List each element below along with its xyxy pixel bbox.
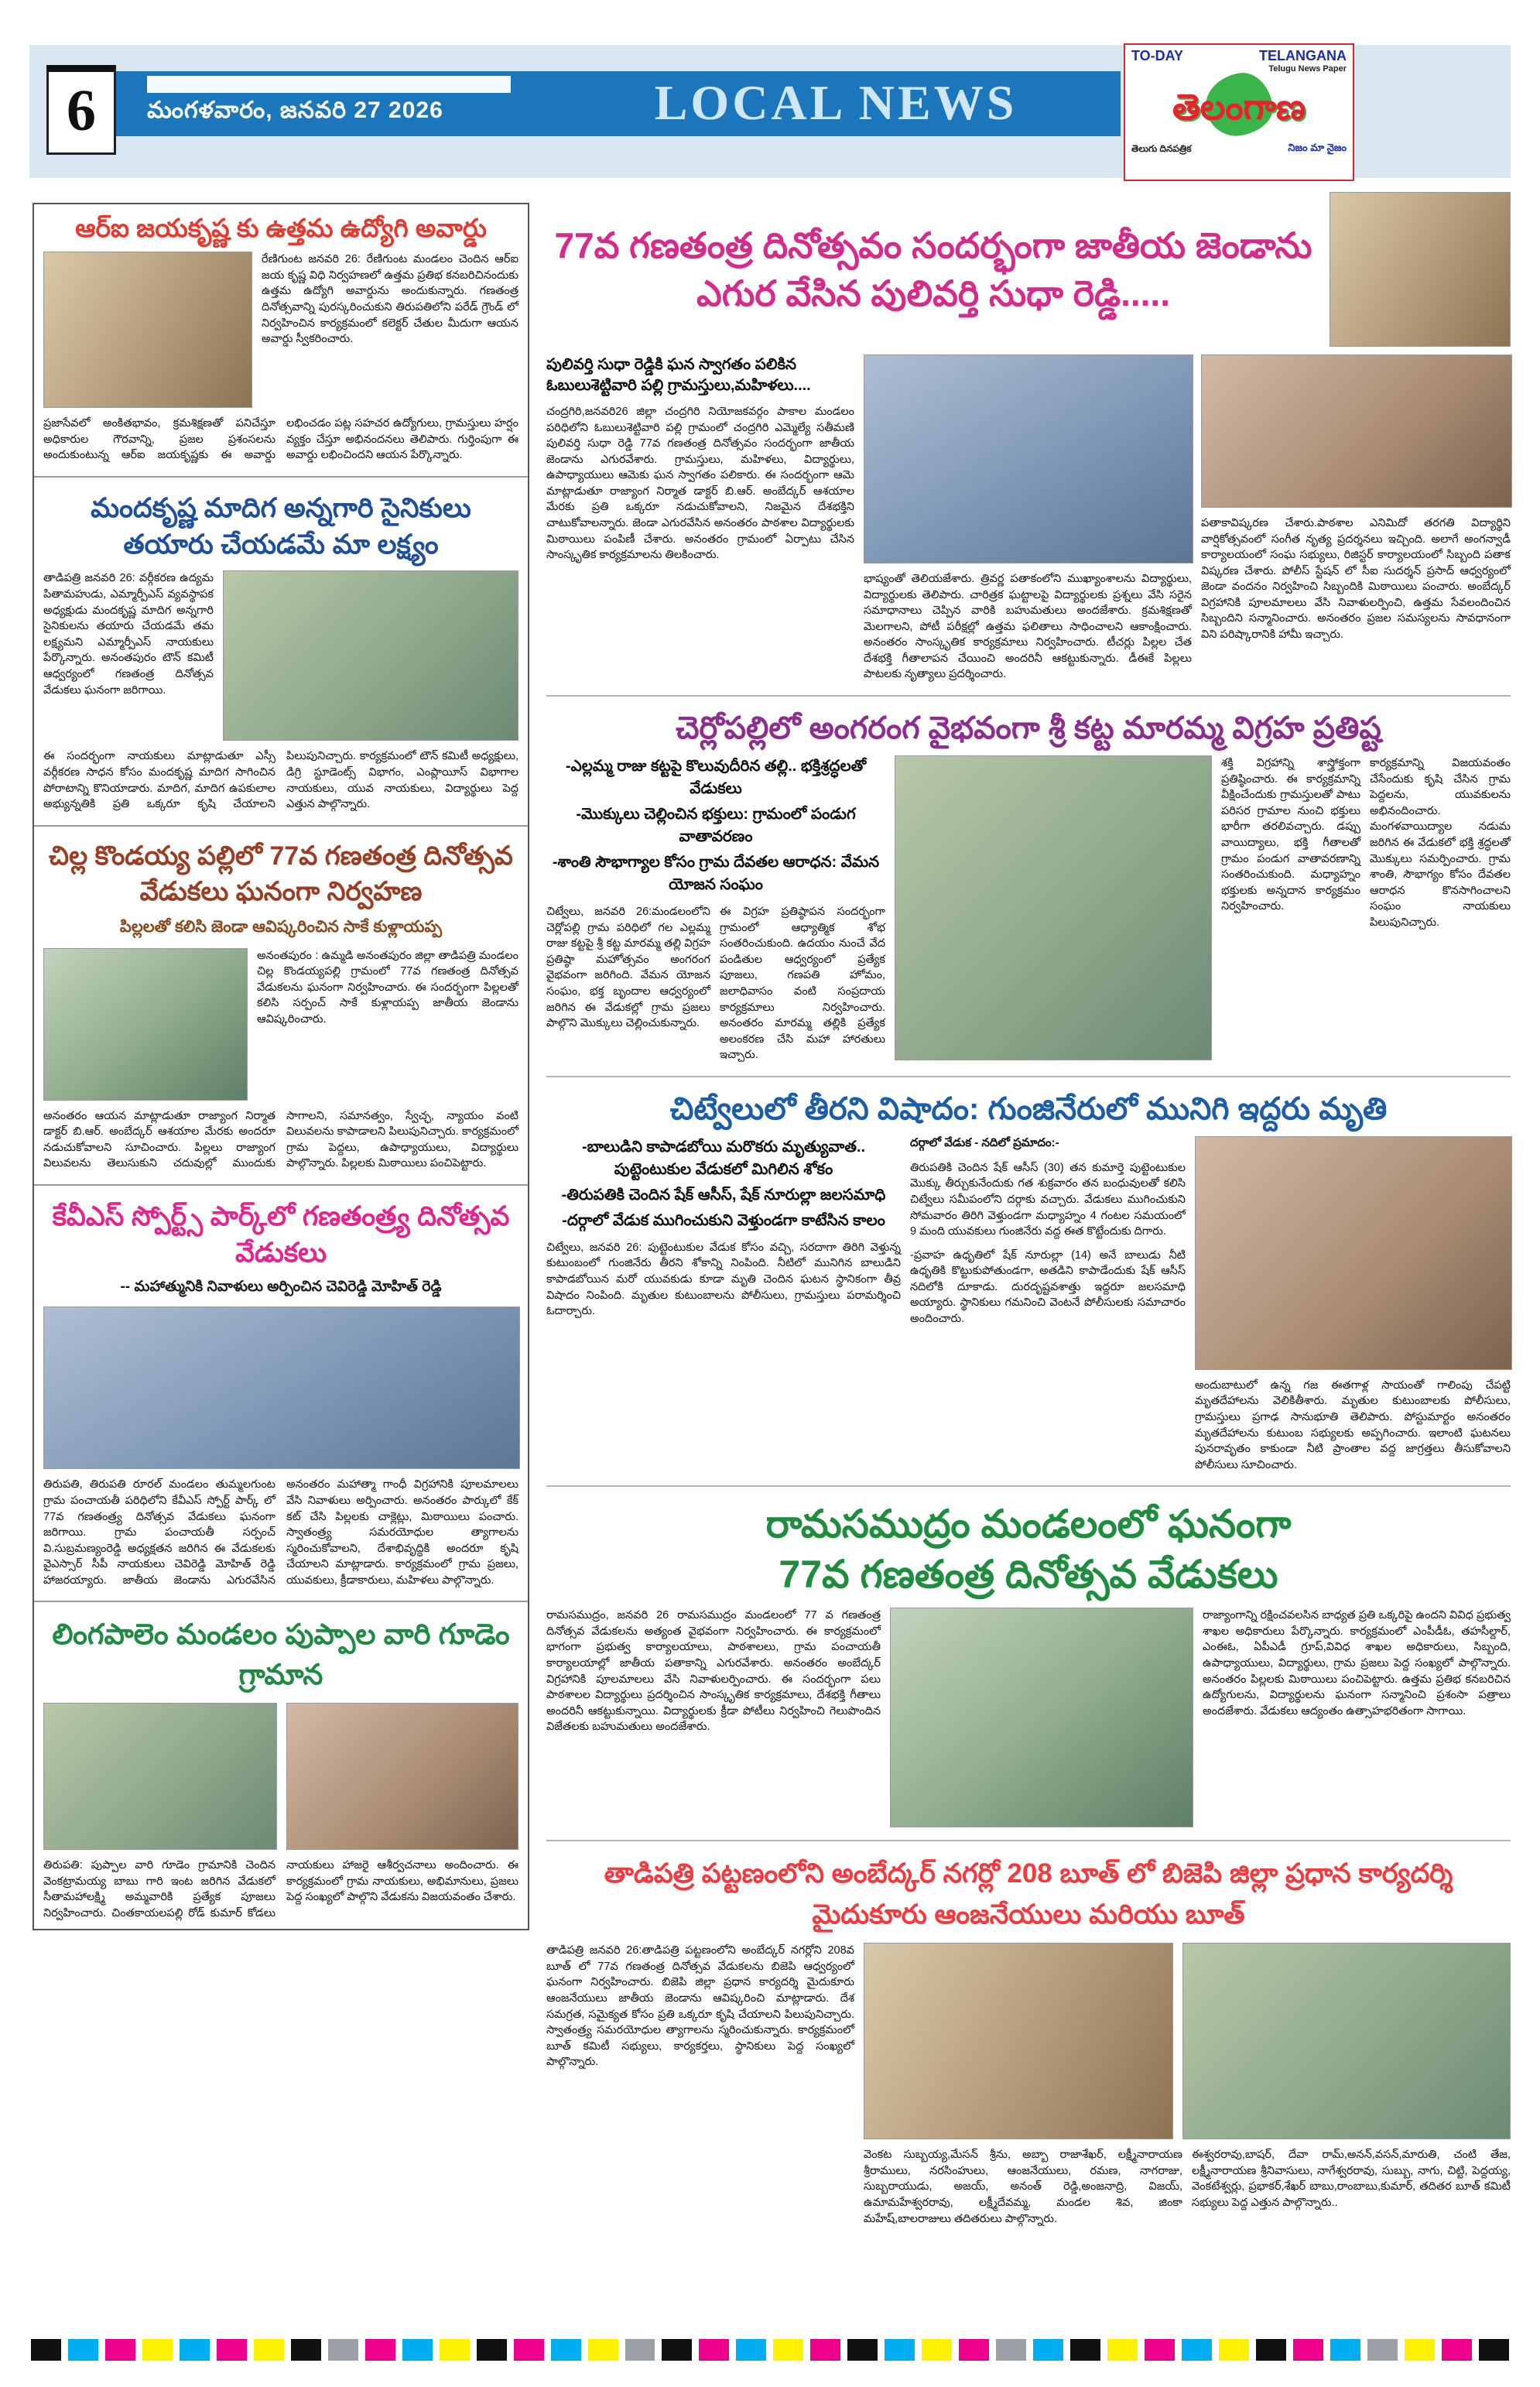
colorbar-segment [1442, 2339, 1472, 2361]
article-sudha [546, 192, 1511, 683]
sudha-col-1: చంద్రగిరి,జనవరి26 జిల్లా చంద్రగిరి నియోజకవర్గం పాకాల మండలం పరిధిలోని ఓబులుశెట్టివారి పల్లి గ్రామంలో చంద్రగిరి ఎమ్మెల్యే సతీమణి పులివర్తి సుధా రెడ్డి 77వ గణతంత్ర దినోత్సవం సందర్భంగా జాతీయ జెండాను ఎగురవేశారు. గ్రామస్తులు, మహిళలు, విద్యార్థులు, ఉపాధ్యాయులు ఆమెకు ఘన స్వాగతం పలికారు. ఈ సందర్భంగా ఆమె మాట్లాడుతూ రాజ్యాంగ నిర్మాత డాక్టర్ బి.ఆర్. అంబేద్కర్ ఆశయాల మేరకు ప్రతి ఒక్కరూ నడుచుకోవాలని, నిజమైన దేశభక్తిని చాటుకోవాలన్నారు. జెండా ఎగురవేసిన అనంతరం పాఠశాల విద్యార్థులకు మిఠాయిలు పంపిణీ చేశారు. అనంతరం గ్రామంలో ఏర్పాటు చేసిన సాంస్కృతిక కార్యక్రమాలను తిలకించారు. [546, 406, 854, 562]
article-cherlopalli [546, 709, 1511, 1063]
article-lingapalem [43, 1615, 518, 1921]
cherlopalli-bullets [546, 755, 885, 896]
photo-accident-scene [1195, 1136, 1512, 1370]
colorbar-segment [588, 2339, 618, 2361]
colorbar-segment [1145, 2339, 1175, 2361]
divider [34, 825, 528, 827]
colorbar-segment [440, 2339, 470, 2361]
tadipatri-col-1: తాడిపత్రి జనవరి 26:తాడిపత్రి పట్టణంలోని అంబేద్కర్ నగర్లోని 208వ బూత్ లో 77వ గణతంత్ర దినోత్సవ వేడుకలను బిజెపి ఆధ్వర్యంలో ఘనంగా నిర్వహించారు. బిజెపి జిల్లా ప్రధాన కార్యదర్శి మైదుకూరు ఆంజనేయులు జాతీయ జెండాను ఆవిష్కరించి మాట్లాడారు. దేశ సమగ్రత, సమైక్యత కోసం ప్రతి ఒక్కరూ కృషి చేయాలని పిలుపునిచ్చారు. స్వాతంత్ర్య సమరయోధుల త్యాగాలను స్మరించుకున్నారు. కార్యక్రమంలో బూత్ కమిటీ సభ్యులు, కార్యకర్తలు, స్థానికులు పెద్ద సంఖ్యలో పాల్గొన్నారు. [546, 1944, 854, 2069]
colorbar-segment [291, 2339, 321, 2361]
colorbar-segment [1256, 2339, 1286, 2361]
kvs-body-2: జాతీయ జెండాను ఎగురవేసిన అనంతరం మహాత్మా గాంధీ విగ్రహానికి పూలమాలలు వేసి నివాళులు అర్పించారు. అనంతరం పార్కులో కేక్ కట్ చేసి పిల్లలకు చాక్లెట్లు, మిఠాయిలు పంచారు. స్వాతంత్ర్య సమరయోధుల త్యాగాలను స్మరించుకోవాలని, దేశాభివృద్ధికి అందరూ కృషి చేయాలని మాట్లాడారు. కార్యక్రమంలో గ్రామ ప్రజలు, యువకులు, క్రీడాకారులు, మహిళలు పాల్గొన్నారు. [122, 1478, 518, 1587]
divider [34, 1184, 528, 1186]
color-calibration-bar [31, 2339, 1509, 2361]
mrps-headline: మందకృష్ణ మాదిగ అన్నగారి సైనికులు తయారు చేయడమే మా లక్ష్యం [91, 492, 471, 560]
lingapalem-body: తిరుపతి: పుప్పాల వారి గూడెం గ్రామానికి చెందిన వెంకట్రామయ్య బాబు గారి ఇంట జరిగిన వేడుకలో సీతామహాలక్ష్మి అమ్మవారికి ప్రత్యేక పూజలు నిర్వహించారు. చింతకాయలపల్లి రోడ్ కుమార్ కోడలు నాయకులు హాజరై ఆశీర్వచనాలు అందించారు. ఈ కార్యక్రమంలో గ్రామ నాయకులు, అభిమానులు, ప్రజలు పెద్ద సంఖ్యలో పాల్గొని వేడుకను విజయవంతం చేశారు. [43, 1859, 518, 1920]
logo-top-row [1125, 45, 1353, 74]
colorbar-segment [736, 2339, 766, 2361]
article-chitvel [546, 1090, 1511, 1473]
cherlopalli-col-2: ఈ విగ్రహ ప్రతిష్ఠాపన సందర్భంగా గ్రామంలో ఆధ్యాత్మిక శోభ సంతరించుకుంది. ఉదయం నుంచే వేద పండితుల ఆధ్వర్యంలో ప్రత్యేక పూజలు, గణపతి హోమం, జలాధివాసం వంటి సంప్రదాయ కార్యక్రమాలు నిర్వహించారు. అనంతరం మారమ్మ తల్లికి ప్రత్యేక అలంకరణ చేసి మహా హారతులు ఇచ్చారు. [720, 906, 885, 1062]
photo-sudha-stage [864, 354, 1193, 563]
photo-booth-workers [1182, 1943, 1511, 2139]
colorbar-segment [180, 2339, 210, 2361]
colorbar-segment [1107, 2339, 1138, 2361]
colorbar-segment [514, 2339, 544, 2361]
colorbar-segment [996, 2339, 1026, 2361]
tadipatri-names-2: ఈశ్వరరావు,బాషర్, దేవా రామ్,అనన్,వసన్,మారుతి, చంటి తేజ, లక్ష్మీనారాయణ శ్రీనివాసులు, నాగేశ్వరరావు, సుబ్బు, నాగు, చిట్టి, పెద్దయ్య, వెంకటేశ్వర్లు, ప్రభాకర్,శేఖర్ బాబు,రాంబాబు,కుమార్, తదితర బూత్ కమిటీ సభ్యులు పెద్ద ఎత్తున పాల్గొన్నారు.. [1192, 2149, 1511, 2210]
lingapalem-headline: లింగపాలెం మండలం పుప్పాల వారి గూడెం గ్రామాన [52, 1618, 510, 1691]
award-headline: ఆర్ఐ జయకృష్ణ కు ఉత్తమ ఉద్యోగి అవార్డు [75, 214, 487, 242]
photo-ramasamudram-flag [890, 1608, 1193, 1827]
logo-tagline: Telugu News Paper [1268, 64, 1347, 74]
logo-brand-name: తెలంగాణ [1172, 87, 1306, 127]
masthead-band [70, 71, 1121, 136]
logo-bottom-left-label: తెలుగు దినపత్రిక [1131, 143, 1192, 154]
photo-award-ceremony [43, 252, 252, 408]
chilla-body-2: అనంతరం ఆయన మాట్లాడుతూ రాజ్యాంగ నిర్మాత డాక్టర్ బి.ఆర్. అంబేద్కర్ ఆశయాల మేరకు అందరూ నడుచుకోవాలని సూచించారు. పిల్లలు రాజ్యాంగ విలువలను తెలుసుకుని చదువుల్లో ముందుకు సాగాలని, సమానత్వం, స్వేచ్ఛ, న్యాయం వంటి విలువలను కాపాడాలని పిలుపునిచ్చారు. కార్యక్రమంలో గ్రామ పెద్దలు, ఉపాధ్యాయులు, విద్యార్థులు పాల్గొన్నారు. పిల్లలకు మిఠాయిలు పంచిపెట్టారు. [43, 1109, 518, 1170]
article-ramasamudram [546, 1499, 1511, 1827]
divider [34, 1601, 528, 1602]
colorbar-segment [477, 2339, 507, 2361]
photo-chilla-flag-hoisting [43, 948, 248, 1101]
chitvel-col-2b: -ప్రవాహ ఉధృతిలో షేక్ నూరుల్లా (14) అనే బాలుడు నీటి ఉధృతికి కొట్టుకుపోతుండగా, అతడిని కాపాడేందుకు షేక్ ఆసీస్ నదిలోకి దూకాడు. దురదృష్టవశాత్తు ఇద్దరూ జలసమాధి అయ్యారు. స్థానికులు గమనించి వెంటనే పోలీసులకు సమాచారం అందించారు. [910, 1248, 1186, 1326]
divider [34, 476, 528, 478]
chilla-subhead: పిల్లలతో కలిసి జెండా ఆవిష్కరించిన సాకే కుళ్లాయప్ప [119, 917, 443, 936]
cherlopalli-bullet-3: -శాంతి సౌభాగ్యాల కోసం గ్రామ దేవతల ఆరాధన: వేమన యోజన సంఘం [552, 854, 880, 894]
colorbar-segment [625, 2339, 655, 2361]
colorbar-segment [1367, 2339, 1398, 2361]
chitvel-col-2-heading: దర్గాలో వేడుక - నదిలో ప్రమాదం:- [910, 1135, 1059, 1149]
colorbar-segment [1405, 2339, 1435, 2361]
colorbar-segment [402, 2339, 433, 2361]
chilla-headline: చిల్ల కొండయ్య పల్లిలో 77వ గణతంత్ర దినోత్సవ వేడుకలు ఘనంగా నిర్వహణ [49, 841, 513, 906]
tadipatri-names-1: వెంకట సుబ్బయ్య,మేసన్ శ్రీను, అబ్బా రాజాశేఖర్, లక్ష్మీనారాయణ శ్రీరాములు, నరసింహులు, ఆంజనేయులు, రమణ, నాగరాజు, సుబ్బరాయుడు, అజయ్, అనంత్ రెడ్డి,అంజనాద్రి, విజయ్, ఉమామహేశ్వరరావు, లక్ష్మీదేవమ్మ, మండల శివ, జింకా మహేష్,బాలరాజులు తదితరులు పాల్గొన్నారు. [864, 2149, 1182, 2225]
photo-street-crowd [1330, 192, 1511, 347]
photo-sudha-supporters [1201, 354, 1512, 508]
cherlopalli-headline: చెర్లోపల్లిలో అంగరంగ వైభవంగా శ్రీ కట్ట మారమ్మ విగ్రహ ప్రతిష్ట [676, 711, 1381, 746]
newspaper-logo [1124, 43, 1354, 181]
colorbar-segment [1293, 2339, 1323, 2361]
ramasamudram-headline-line-2: 77వ గణతంత్ర దినోత్సవ వేడుకలు [779, 1553, 1278, 1597]
divider [546, 695, 1511, 697]
chitvel-bullet-1: -బాలుడిని కాపాడబోయి మరొకరు మృత్యువాత.. పుట్టెంటుకుల వేడుకలో మిగిలిన శోకం [581, 1138, 866, 1178]
article-chilla [43, 839, 518, 1172]
cherlopalli-col-1: చిట్వేలు, జనవరి 26:మండలంలోని చెర్లోపల్లి గ్రామ పరిధిలో గల ఎల్లమ్మ రాజు కట్టపై శ్రీ కట్ట మారమ్మ తల్లి విగ్రహ ప్రతిష్ఠా మహోత్సవం అంగరంగ వైభవంగా జరిగింది. వేమన యోజన సంఘం, భక్త బృందాల ఆధ్వర్యంలో జరిగిన ఈ వేడుకల్లో గ్రామ ప్రజలు పాల్గొని మొక్కులు చెల్లించుకున్నారు. [546, 906, 710, 1030]
kvs-headline: కేవీఎస్ స్పోర్ట్స్ పార్క్‌లో గణతంత్ర్య దినోత్సవ వేడుకలు [52, 1200, 510, 1269]
divider [546, 1485, 1511, 1487]
divider [546, 1076, 1511, 1077]
page-date: మంగళవారం, జనవరి 27 2026 [147, 98, 443, 123]
cherlopalli-col-4: కార్యక్రమాన్ని విజయవంతం చేసేందుకు కృషి చేసిన గ్రామ పెద్దలను, యువకులను అభినందించారు. మంగళవాయిద్యాల నడుమ జరిగిన ఈ వేడుకలో భక్తి శ్రద్ధలతో మొక్కులు సమర్పించారు. గ్రామ శాంతి, సౌభాగ్యం కోసం దేవతల ఆరాధన కొనసాగించాలని సంఘం నాయకులు పిలుపునిచ్చారు. [1370, 757, 1511, 929]
logo-bottom-row [1125, 142, 1353, 161]
section-title: LOCAL NEWS [654, 75, 1018, 130]
right-section [546, 192, 1511, 2227]
sudha-col-3: పతాకావిష్కరణ చేశారు.పాఠశాల ఎనిమిదో తరగతి విద్యార్థిని వార్షికోత్సవంలో సంగీత నృత్య ప్రదర్శనలు ఇచ్చింది. అలాగే అంగన్వాడీ కార్యాలయంలో సంఘ సభ్యులు, రిజిస్టర్ కార్యాలయంలో సిబ్బంది పతాక విష్కరణ చేశారు. పోలీస్ స్టేషన్ లో సీఐ సుదర్శన్ ప్రసాద్ ఆధ్వర్యంలో జెండా వందనం నిర్వహించి సిబ్బందికి మిఠాయిలు పంచారు. అంబేద్కర్ విగ్రహానికి పూలమాలలు వేసి నివాళులర్పించి, ఉత్తమ సేవలందించిన సిబ్బందిని సన్మానించారు. అనంతరం ప్రజల సమస్యలను సావధానంగా విని పరిష్కారానికి హామీ ఇచ్చారు. [1201, 517, 1511, 642]
cherlopalli-bullet-2: -మొక్కులు చెల్లించిన భక్తులు: గ్రామంలో పండుగ వాతావరణం [576, 806, 856, 846]
sudha-subhead: పులివర్తి సుధా రెడ్డికి ఘన స్వాగతం పలికిన ఓబులుశెట్టివారి పల్లి గ్రామస్తులు,మహిళలు.... [546, 356, 811, 394]
award-body-2: ప్రజాసేవలో అంకితభావం, క్రమశిక్షణతో పనిచేస్తూ అధికారుల గౌరవాన్ని, ప్రజల ప్రశంసలను అందుకుంటున్న ఆర్ఐ జయకృష్ణకు ఈ అవార్డు లభించడం పట్ల సహచర ఉద్యోగులు, గ్రామస్తులు హర్షం వ్యక్తం చేస్తూ అభినందనలు తెలిపారు. గుర్తింపుగా ఈ అవార్డు లభించిందని ఆయన పేర్కొన్నారు. [43, 417, 518, 462]
colorbar-segment [105, 2339, 135, 2361]
colorbar-segment [699, 2339, 729, 2361]
ramasamudram-col-2: రాజ్యాంగాన్ని రక్షించవలసిన బాధ్యత ప్రతి ఒక్కరిపై ఉందని వివిధ ప్రభుత్వ శాఖల అధికారులు పేర్కొన్నారు. కార్యక్రమంలో ఎంపీడీఓ, తహసీల్దార్, ఎంఈఓ, ఏపీఎడీ గ్రూప్,వివిధ శాఖల అధికారులు, సిబ్బంది, ఉపాధ్యాయులు, విద్యార్థులు, గ్రామ ప్రజలు పెద్ద సంఖ్యలో పాల్గొన్నారు. అనంతరం పిల్లలకు మిఠాయిలు పంచిపెట్టారు. ఉత్తమ ప్రతిభ కనబరిచిన ఉద్యోగులను, విద్యార్థులను ఘనంగా సన్మానించి ప్రశంసా పత్రాలు అందజేశారు. వేడుకలు ఆద్యంతం ఉత్సాహభరితంగా సాగాయి. [1203, 1609, 1511, 1717]
chilla-body-1: అనంతపురం : ఉమ్మడి అనంతపురం జిల్లా తాడిపత్రి మండలం చిల్ల కొండయ్యపల్లి గ్రామంలో 77వ గణతంత్ర దినోత్సవ వేడుకలను ఘనంగా నిర్వహించారు. ఈ సందర్భంగా పిల్లలతో కలిసి సర్పంచ్ సాకే కుళ్లాయప్ప జాతీయ జెండాను ఆవిష్కరించారు. [257, 949, 518, 1026]
page-number: 6 [46, 65, 116, 155]
photo-mrps-group [223, 570, 518, 741]
kvs-body [43, 1477, 518, 1588]
date-highlight-bar [147, 76, 511, 93]
photo-kvs-park [43, 1307, 520, 1469]
cherlopalli-col-3: శక్తి విగ్రహాన్ని శాస్త్రోక్తంగా ప్రతిష్ఠించారు. ఈ కార్యక్రమాన్ని వీక్షించేందుకు గ్రామస్తులతో పాటు పరిసర గ్రామాల నుంచి భక్తులు భారీగా తరలివచ్చారు. డప్పు వాయిద్యాలు, భక్తి గీతాలతో గ్రామం పండుగ వాతావరణాన్ని సంతరించుకుంది. మధ్యాహ్నం భక్తులకు అన్నదాన కార్యక్రమం నిర్వహించారు. [1221, 757, 1360, 913]
sudha-headline: 77వ గణతంత్ర దినోత్సవం సందర్భంగా జాతీయ జెండాను ఎగుర వేసిన పులివర్తి సుధా రెడ్డి..... [554, 224, 1312, 313]
chitvel-bullets [546, 1136, 901, 1232]
cherlopalli-bullet-1: -ఎల్లమ్మ రాజు కట్టపై కొలువుదీరిన తల్లి.. భక్తిశ్రద్ధలతో వేడుకలు [565, 758, 867, 798]
divider [546, 1840, 1511, 1841]
photo-puppala-gudem-gathering [43, 1703, 277, 1850]
chitvel-headline: చిట్వేలులో తీరని విషాదం: గుంజినేరులో మునిగి ఇద్దరు మృతి [669, 1091, 1388, 1126]
colorbar-segment [217, 2339, 247, 2361]
colorbar-segment [1219, 2339, 1249, 2361]
colorbar-segment [959, 2339, 989, 2361]
colorbar-segment [1182, 2339, 1212, 2361]
logo-telangana-label: TELANGANA [1259, 48, 1347, 63]
colorbar-segment [847, 2339, 878, 2361]
colorbar-segment [810, 2339, 840, 2361]
photo-maramma-ceremony [895, 755, 1212, 1060]
article-kvs [43, 1198, 518, 1589]
colorbar-segment [31, 2339, 61, 2361]
chitvel-col-2: తిరుపతికి చెందిన షేక్ ఆసీస్ (30) తన కుమార్తె పుట్టెంటుకుల మొక్కు తీర్చుకునేందుకు గత శుక్రవారం తన బంధువులతో కలిసి చిట్వేలు సమీపంలోని దర్గాకు వచ్చారు. వేడుకలు ముగించుకుని సోమవారం తిరిగి వెళ్తుండగా మధ్యాహ్నం 4 గంటల సమయంలో 9 మంది యువకులు గుంజినేరు వద్ద ఈత కొట్టేందుకు దిగారు. [910, 1161, 1186, 1238]
colorbar-segment [365, 2339, 395, 2361]
chitvel-bullet-2: -తిరుపతికి చెందిన షేక్ ఆసీస్, షేక్ నూరుల్లా జలసమాధి [561, 1186, 886, 1204]
chitvel-col-1: చిట్వేలు, జనవరి 26: పుట్టెంటుకుల వేడుక కోసం వచ్చి, సరదాగా తిరిగి వెళ్తున్న కుటుంబంలో గుంజినేరు తీరని శోకాన్ని నింపింది. నీటిలో మునిగిన బాలుడిని కాపాడబోయిన మరో యువకుడు కూడా మృతి చెందిన ఘటన స్థానికంగా తీవ్ర విషాదం నింపింది. మృతుల కుటుంబాలను పోలీసులు, గ్రామస్తులు పరామర్శించి ఓదార్చారు. [546, 1241, 901, 1318]
colorbar-segment [1479, 2339, 1509, 2361]
colorbar-segment [142, 2339, 173, 2361]
ramasamudram-headline [546, 1499, 1511, 1600]
colorbar-segment [68, 2339, 98, 2361]
logo-today-label: TO-DAY [1131, 48, 1184, 63]
colorbar-segment [328, 2339, 358, 2361]
date-block [147, 76, 511, 129]
article-award [43, 212, 518, 464]
logo-bottom-right-label: నిజం మా నైజం [1288, 142, 1347, 153]
colorbar-segment [662, 2339, 692, 2361]
award-body-1: రేణిగుంట జనవరి 26: రేణిగుంట మండలం చెందిన ఆర్ఐ జయ కృష్ణ విధి నిర్వహణలో ఉత్తమ ప్రతిభ కనబరిచినందుకు ఉత్తమ ఉద్యోగి అవార్డును అందుకున్నారు. గణతంత్ర దినోత్సవాన్ని పురస్కరించుకుని తిరుపతిలోని పరేడ్ గ్రౌండ్ లో నిర్వహించిన కార్యక్రమంలో కలెక్టర్ చేతుల మీదుగా ఆయన అవార్డు స్వీకరించారు. [262, 253, 518, 346]
chitvel-col-3: అందుబాటులో ఉన్న గజ ఈతగాళ్ల సాయంతో గాలింపు చేపట్టి మృతదేహాలను వెలికితీశారు. మృతుల కుటుంబాలకు పోలీసులు, గ్రామస్తులు ప్రగాఢ సానుభూతి తెలిపారు. పోస్టుమార్టం అనంతరం మృతదేహాలను కుటుంబ సభ్యులకు అప్పగించారు. ఇలాంటి ఘటనలు పునరావృతం కాకుండా నీటి ప్రాంతాల వద్ద జాగ్రత్తలు తీసుకోవాలని పోలీసులు సూచించారు. [1195, 1378, 1511, 1471]
colorbar-segment [1033, 2339, 1063, 2361]
tadipatri-headline: తాడిపత్రి పట్టణంలోని అంబేద్కర్ నగర్లో 208 బూత్ లో బిజెపి జిల్లా ప్రధాన కార్యదర్శి మైదుకూరు ఆంజనేయులు మరియు బూత్ [604, 1858, 1453, 1930]
photo-garlanded-portrait [286, 1703, 518, 1850]
sudha-col-2: భాష్యంతో తెలియజేశారు. త్రివర్ణ పతాకంలోని ముఖ్యాంశాలను విద్యార్థులు, విద్యార్థులకు తెలిపారు. చారిత్రక ఘట్టాలపై విద్యార్థులకు ప్రశ్నలు వేసి సరైన సమాధానాలు చెప్పిన వారికి బహుమతులు అందజేశారు. క్రమశిక్షణతో మెలగాలని, పోటీ పరీక్షల్లో ఉత్తమ ఫలితాలు సాధించాలని ఆకాంక్షించారు. అనంతరం సాంస్కృతిక కార్యక్రమాలు నిర్వహించారు. టీచర్లు పిల్లల చేత దేశభక్తి గీతాలాపన చేయించి అందరినీ ఆకట్టుకున్నారు. డీఈకే పిల్లలు పాటలకు నృత్యాలు ప్రదర్శించారు. [864, 573, 1192, 681]
photo-booth-flag-hoisting [864, 1943, 1173, 2139]
colorbar-segment [885, 2339, 915, 2361]
colorbar-segment [254, 2339, 284, 2361]
ramasamudram-headline-line-1: రామసముద్రం మండలంలో ఘనంగా [765, 1502, 1292, 1546]
left-column [33, 203, 529, 1930]
article-tadipatri [546, 1854, 1511, 2227]
mrps-body-1: తాడిపత్రి జనవరి 26: వర్గీకరణ ఉద్యమ పితామహుడు, ఎమ్మార్పీఎస్ వ్యవస్థాపక అధ్యక్షుడు మందకృష్ణ మాదిగ అన్నగారి సైనికులను తయారు చేయడమే తమ లక్ష్యమని ఎమ్మార్పీఎస్ నాయకులు పేర్కొన్నారు. అనంతపురం టౌన్ కమిటీ ఆధ్వర్యంలో గణతంత్ర దినోత్సవ వేడుకలు ఘనంగా జరిగాయి. [43, 572, 214, 697]
colorbar-segment [1330, 2339, 1360, 2361]
colorbar-segment [773, 2339, 803, 2361]
logo-middle [1125, 74, 1353, 142]
colorbar-segment [1070, 2339, 1100, 2361]
kvs-body-1: తిరుపతి, తిరుపతి రూరల్ మండలం తుమ్మలగుంట గ్రామ పంచాయతీ పరిధిలోని కేవీఎస్ స్పోర్ట్ పార్క్ లో 77వ గణతంత్ర్య దినోత్సవ వేడుకలు ఘనంగా జరిగాయి. గ్రామ పంచాయతీ సర్పంచ్ వి.సుబ్రమణ్యంరెడ్డి అధ్యక్షతన జరిగిన ఈ వేడుకలకు వైఎస్సార్ సీపీ నాయకులు చెవిరెడ్డి మోహిత్ రెడ్డి హాజరయ్యారు. [43, 1478, 275, 1587]
chitvel-bullet-3: -దర్గాలో వేడుక ముగించుకుని వెళ్తుండగా కాటేసిన కాలం [562, 1211, 885, 1229]
article-mrps [43, 490, 518, 813]
colorbar-segment [922, 2339, 952, 2361]
colorbar-segment [551, 2339, 581, 2361]
ramasamudram-col-1: రామసముద్రం, జనవరి 26 రామసముద్రం మండలంలో 77 వ గణతంత్ర దినోత్సవ వేడుకలను అత్యంత వైభవంగా నిర్వహించారు. ఈ కార్యక్రమంలో భాగంగా ప్రభుత్వ కార్యాలయాలు, పాఠశాలలు, గ్రామ పంచాయతీ కార్యాలయాల్లో జాతీయ పతాకాన్ని ఎగురవేశారు. అనంతరం అంబేద్కర్ విగ్రహానికి పూలమాలలు వేసి నివాళులర్పించారు. ఈ సందర్భంగా పలు పాఠశాలల విద్యార్థులు ప్రదర్శించిన సాంస్కృతిక కార్యక్రమాలు, దేశభక్తి గీతాలు అందరినీ ఆకట్టుకున్నాయి. విద్యార్థులకు క్రీడా పోటీలు నిర్వహించి గెలుపొందిన విజేతలకు బహుమతులు అందజేశారు. [546, 1609, 881, 1734]
kvs-subhead: -- మహాత్మునికి నివాళులు అర్పించిన చెవిరెడ్డి మోహిత్ రెడ్డి [120, 1279, 442, 1296]
mrps-body-2: ఈ సందర్భంగా నాయకులు మాట్లాడుతూ ఎస్సీ వర్గీకరణ సాధన కోసం మందకృష్ణ మాదిగ సాగించిన పోరాటాన్ని కొనియాడారు. మాదిగ, మాదిగ ఉపకులాల అభ్యున్నతికి ప్రతి ఒక్కరూ కృషి చేయాలని పిలుపునిచ్చారు. కార్యక్రమంలో టౌన్ కమిటీ అధ్యక్షులు, డిగ్రి స్టూడెంట్స్ విభాగం, ఎంప్లాయీస్ విభాగాల నాయకులు, యువ నాయకులు, విద్యార్థులు పెద్ద ఎత్తున పాల్గొన్నారు. [43, 750, 518, 811]
